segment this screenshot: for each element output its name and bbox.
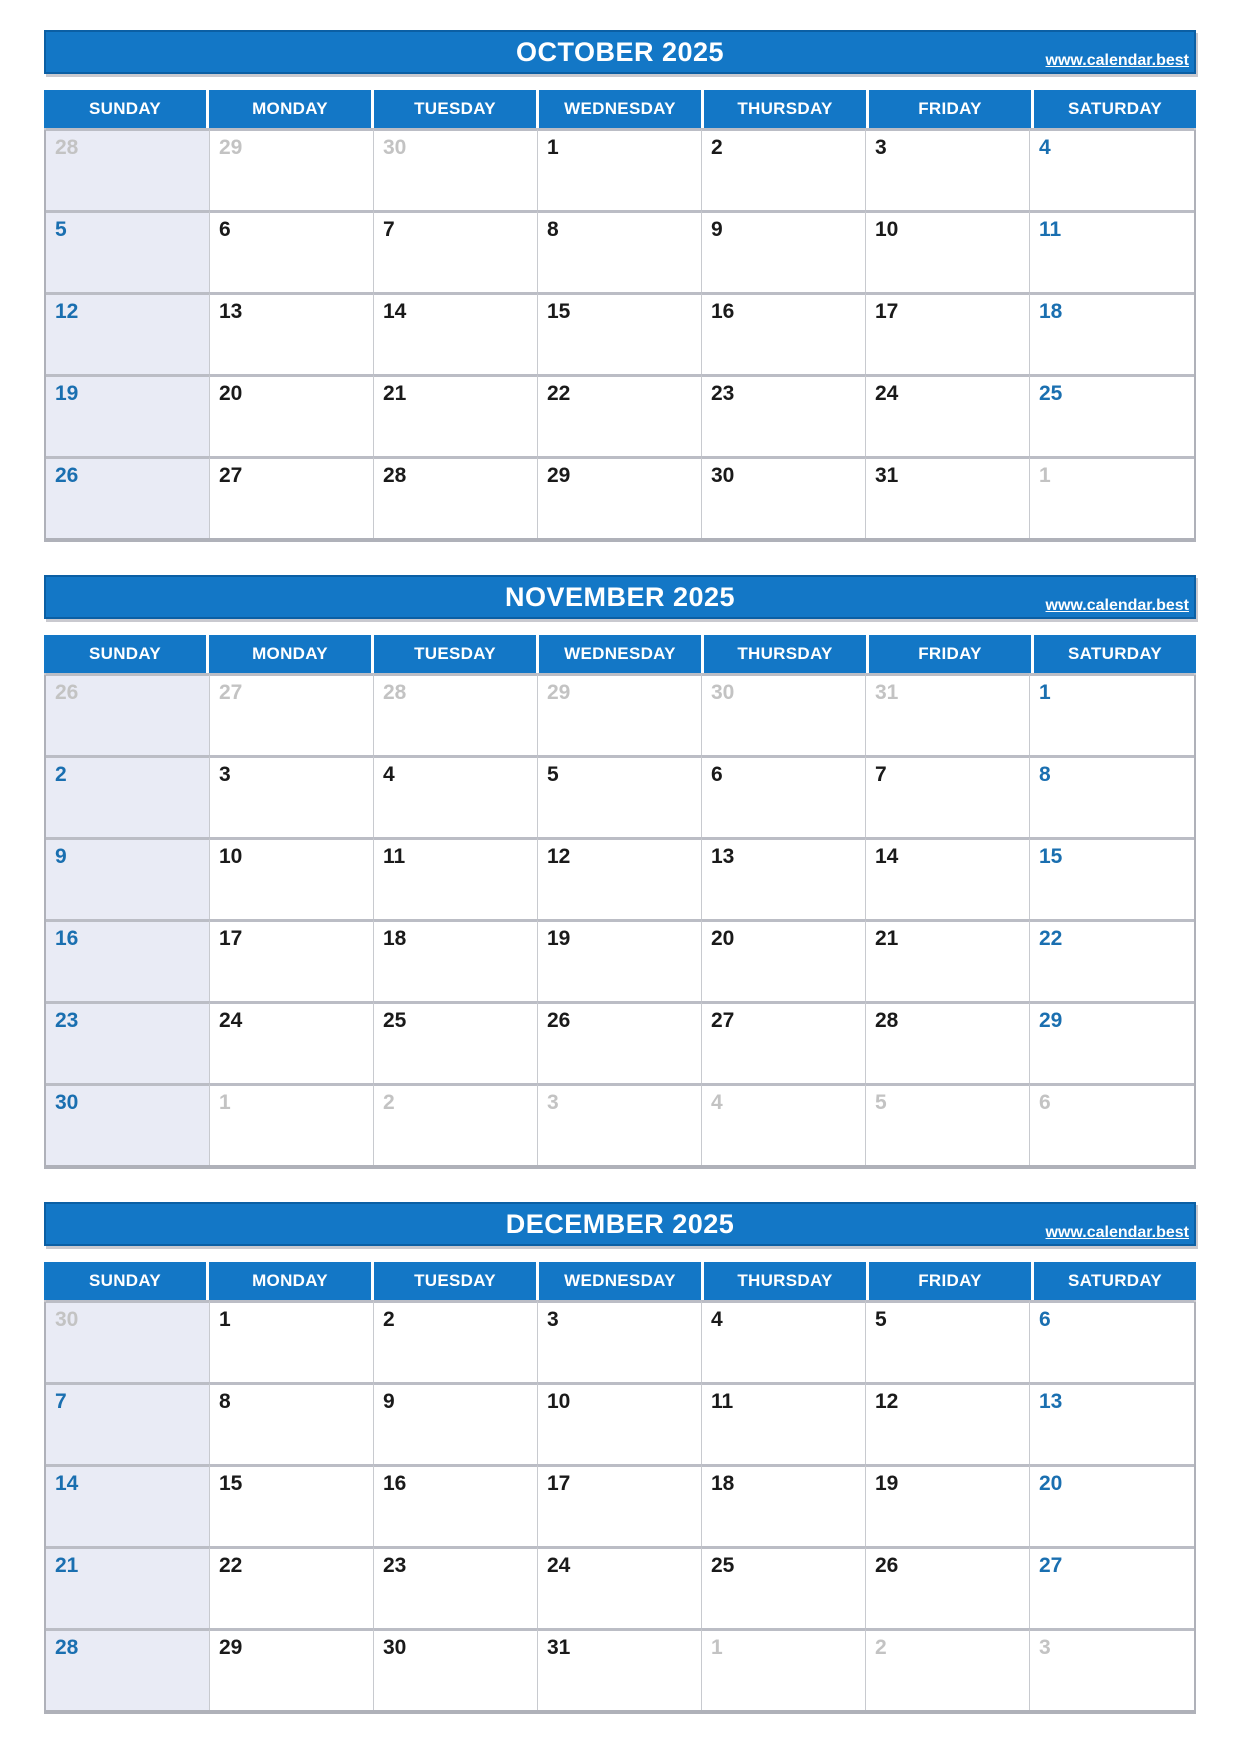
day-number: 1	[219, 1091, 231, 1114]
day-number: 16	[711, 300, 735, 323]
day-number: 3	[547, 1308, 559, 1331]
day-number: 4	[711, 1091, 723, 1114]
day-number: 3	[219, 763, 231, 786]
month-title-bar	[44, 30, 1196, 74]
day-cell	[1030, 1083, 1194, 1165]
day-number: 24	[875, 382, 899, 405]
day-cell	[46, 673, 210, 755]
day-number: 25	[711, 1554, 735, 1577]
day-number: 27	[219, 464, 243, 487]
day-cell	[702, 210, 866, 292]
day-number: 15	[547, 300, 571, 323]
day-number: 26	[55, 681, 79, 704]
day-number: 30	[383, 1636, 407, 1659]
day-number: 14	[383, 300, 407, 323]
day-cell	[374, 374, 538, 456]
day-number: 11	[711, 1390, 734, 1413]
day-number: 6	[1039, 1308, 1051, 1331]
day-number: 13	[219, 300, 243, 323]
day-cell	[702, 837, 866, 919]
day-number: 2	[875, 1636, 887, 1659]
month-section	[44, 30, 1196, 542]
weekday-header: TUESDAY	[374, 90, 536, 128]
weekday-header: FRIDAY	[869, 90, 1031, 128]
weekday-header: THURSDAY	[704, 1262, 866, 1300]
day-number: 17	[219, 927, 243, 950]
day-cell	[866, 1546, 1030, 1628]
day-cell	[210, 1382, 374, 1464]
weekday-header: WEDNESDAY	[539, 90, 701, 128]
day-number: 20	[1039, 1472, 1063, 1495]
day-number: 7	[875, 763, 887, 786]
day-cell	[46, 210, 210, 292]
day-cell	[374, 456, 538, 538]
day-cell	[46, 374, 210, 456]
day-number: 10	[547, 1390, 571, 1413]
weekday-header: FRIDAY	[869, 635, 1031, 673]
month-title: NOVEMBER 2025	[504, 581, 736, 612]
day-cell	[210, 919, 374, 1001]
day-cell	[538, 755, 702, 837]
day-number: 1	[547, 136, 559, 159]
day-cell	[702, 128, 866, 210]
day-cell	[210, 1464, 374, 1546]
day-number: 2	[383, 1091, 395, 1114]
day-number: 19	[875, 1472, 899, 1495]
day-number: 1	[1039, 681, 1051, 704]
day-number: 29	[1039, 1009, 1063, 1032]
day-number: 29	[547, 681, 571, 704]
day-number: 4	[711, 1308, 723, 1331]
day-cell	[1030, 456, 1194, 538]
day-cell	[46, 1546, 210, 1628]
day-number: 6	[1039, 1091, 1051, 1114]
day-number: 14	[55, 1472, 79, 1495]
day-cell	[866, 456, 1030, 538]
day-cell	[1030, 1300, 1194, 1382]
day-cell	[46, 1001, 210, 1083]
day-cell	[866, 1628, 1030, 1710]
day-cell	[866, 1382, 1030, 1464]
day-cell	[46, 292, 210, 374]
day-number: 3	[1039, 1636, 1051, 1659]
day-number: 15	[219, 1472, 243, 1495]
day-number: 5	[875, 1308, 887, 1331]
day-number: 12	[55, 300, 79, 323]
day-cell	[866, 128, 1030, 210]
day-number: 30	[711, 464, 735, 487]
day-number: 9	[711, 218, 723, 241]
day-cell	[210, 1628, 374, 1710]
day-number: 27	[219, 681, 243, 704]
day-number: 18	[711, 1472, 735, 1495]
day-number: 28	[383, 464, 407, 487]
weekday-header-row	[44, 1262, 1196, 1300]
day-cell	[46, 1382, 210, 1464]
day-cell	[210, 128, 374, 210]
day-number: 29	[219, 136, 243, 159]
day-number: 22	[1039, 927, 1063, 950]
day-number: 2	[383, 1308, 395, 1331]
day-number: 28	[55, 136, 79, 159]
day-number: 20	[711, 927, 735, 950]
day-number: 8	[219, 1390, 231, 1413]
weekday-header: SUNDAY	[44, 635, 206, 673]
day-cell	[702, 1382, 866, 1464]
day-cell	[374, 1300, 538, 1382]
day-number: 18	[383, 927, 407, 950]
day-number: 10	[219, 845, 243, 868]
day-cell	[374, 128, 538, 210]
day-cell	[538, 210, 702, 292]
day-cell	[1030, 1464, 1194, 1546]
day-cell	[374, 210, 538, 292]
day-number: 1	[1039, 464, 1051, 487]
day-cell	[374, 1001, 538, 1083]
day-cell	[538, 1001, 702, 1083]
day-number: 7	[55, 1390, 67, 1413]
weekday-header: FRIDAY	[869, 1262, 1031, 1300]
day-cell	[1030, 128, 1194, 210]
day-number: 9	[55, 845, 67, 868]
day-number: 24	[219, 1009, 243, 1032]
day-cell	[702, 1300, 866, 1382]
month-title-bar	[44, 575, 1196, 619]
day-number: 2	[55, 763, 67, 786]
day-number: 22	[547, 382, 571, 405]
day-number: 23	[383, 1554, 407, 1577]
day-cell	[1030, 755, 1194, 837]
day-number: 3	[875, 136, 887, 159]
day-cell	[46, 755, 210, 837]
day-number: 1	[219, 1308, 231, 1331]
day-number: 30	[55, 1091, 79, 1114]
day-cell	[374, 673, 538, 755]
day-cell	[702, 1546, 866, 1628]
day-number: 5	[55, 218, 67, 241]
day-number: 30	[711, 681, 735, 704]
day-cell	[46, 128, 210, 210]
day-cell	[866, 1001, 1030, 1083]
day-cell	[374, 1628, 538, 1710]
day-number: 11	[1039, 218, 1062, 241]
day-cell	[210, 374, 374, 456]
day-cell	[538, 673, 702, 755]
day-cell	[866, 292, 1030, 374]
day-cell	[1030, 919, 1194, 1001]
day-cell	[538, 456, 702, 538]
day-number: 26	[875, 1554, 899, 1577]
day-cell	[702, 1083, 866, 1165]
day-cell	[538, 1382, 702, 1464]
weekday-header: TUESDAY	[374, 635, 536, 673]
day-number: 3	[547, 1091, 559, 1114]
day-number: 29	[547, 464, 571, 487]
day-number: 24	[547, 1554, 571, 1577]
month-section	[44, 1202, 1196, 1714]
day-cell	[538, 128, 702, 210]
calendar-page	[44, 0, 1196, 1714]
day-number: 8	[547, 218, 559, 241]
day-cell	[46, 1464, 210, 1546]
day-cell	[538, 1300, 702, 1382]
day-number: 19	[547, 927, 571, 950]
day-cell	[1030, 292, 1194, 374]
day-number: 12	[875, 1390, 899, 1413]
day-cell	[866, 210, 1030, 292]
day-number: 4	[383, 763, 395, 786]
day-number: 31	[875, 681, 899, 704]
weekday-header: THURSDAY	[704, 90, 866, 128]
day-number: 16	[383, 1472, 407, 1495]
day-number: 2	[711, 136, 723, 159]
day-cell	[210, 1300, 374, 1382]
day-cell	[866, 919, 1030, 1001]
day-number: 6	[219, 218, 231, 241]
day-number: 4	[1039, 136, 1051, 159]
day-cell	[1030, 1628, 1194, 1710]
day-number: 21	[383, 382, 407, 405]
day-number: 27	[1039, 1554, 1063, 1577]
day-number: 14	[875, 845, 899, 868]
day-number: 5	[547, 763, 559, 786]
weekday-header: MONDAY	[209, 90, 371, 128]
day-cell	[1030, 837, 1194, 919]
day-cell	[374, 1546, 538, 1628]
day-number: 28	[875, 1009, 899, 1032]
day-cell	[538, 1464, 702, 1546]
day-cell	[702, 673, 866, 755]
day-number: 8	[1039, 763, 1051, 786]
day-cell	[46, 456, 210, 538]
day-number: 6	[711, 763, 723, 786]
day-cell	[210, 837, 374, 919]
day-cell	[866, 837, 1030, 919]
website-link[interactable]: www.calendar.best	[1045, 597, 1189, 614]
day-cell	[538, 374, 702, 456]
day-cell	[210, 456, 374, 538]
day-cell	[374, 837, 538, 919]
website-link[interactable]: www.calendar.best	[1045, 1224, 1189, 1241]
day-cell	[46, 1083, 210, 1165]
day-cell	[702, 1464, 866, 1546]
day-cell	[538, 1628, 702, 1710]
month-title: DECEMBER 2025	[505, 1208, 735, 1239]
day-number: 20	[219, 382, 243, 405]
day-cell	[866, 1083, 1030, 1165]
weekday-header: THURSDAY	[704, 635, 866, 673]
day-number: 25	[383, 1009, 407, 1032]
day-number: 26	[55, 464, 79, 487]
day-cell	[866, 673, 1030, 755]
day-cell	[374, 292, 538, 374]
day-number: 11	[383, 845, 406, 868]
day-cell	[1030, 1001, 1194, 1083]
day-cell	[374, 1083, 538, 1165]
day-cell	[1030, 673, 1194, 755]
weekday-header: TUESDAY	[374, 1262, 536, 1300]
weekday-header: SATURDAY	[1034, 1262, 1196, 1300]
day-number: 23	[711, 382, 735, 405]
weekday-header: MONDAY	[209, 1262, 371, 1300]
day-cell	[46, 1300, 210, 1382]
month-grid	[44, 1300, 1196, 1714]
day-cell	[702, 755, 866, 837]
weekday-header-row	[44, 635, 1196, 673]
day-cell	[866, 755, 1030, 837]
month-section	[44, 575, 1196, 1169]
day-cell	[46, 837, 210, 919]
day-number: 19	[55, 382, 79, 405]
day-cell	[702, 292, 866, 374]
day-cell	[702, 456, 866, 538]
day-cell	[702, 1628, 866, 1710]
day-number: 17	[547, 1472, 571, 1495]
day-cell	[374, 919, 538, 1001]
day-cell	[210, 292, 374, 374]
day-number: 28	[55, 1636, 79, 1659]
day-number: 13	[711, 845, 735, 868]
day-cell	[1030, 210, 1194, 292]
day-cell	[46, 919, 210, 1001]
day-cell	[538, 919, 702, 1001]
day-number: 12	[547, 845, 571, 868]
day-number: 23	[55, 1009, 79, 1032]
day-cell	[538, 1083, 702, 1165]
month-grid	[44, 128, 1196, 542]
day-cell	[538, 1546, 702, 1628]
day-number: 13	[1039, 1390, 1063, 1413]
day-cell	[374, 755, 538, 837]
day-number: 15	[1039, 845, 1063, 868]
weekday-header: SUNDAY	[44, 90, 206, 128]
weekday-header: WEDNESDAY	[539, 635, 701, 673]
month-grid	[44, 673, 1196, 1169]
day-number: 7	[383, 218, 395, 241]
day-number: 31	[875, 464, 899, 487]
day-number: 21	[55, 1554, 79, 1577]
day-cell	[374, 1464, 538, 1546]
day-number: 25	[1039, 382, 1063, 405]
day-number: 9	[383, 1390, 395, 1413]
day-cell	[210, 755, 374, 837]
weekday-header: WEDNESDAY	[539, 1262, 701, 1300]
day-number: 17	[875, 300, 899, 323]
day-number: 31	[547, 1636, 571, 1659]
weekday-header: MONDAY	[209, 635, 371, 673]
day-number: 30	[55, 1308, 79, 1331]
day-number: 5	[875, 1091, 887, 1114]
day-cell	[1030, 1382, 1194, 1464]
day-cell	[210, 1001, 374, 1083]
month-title: OCTOBER 2025	[515, 36, 725, 67]
day-number: 21	[875, 927, 899, 950]
day-number: 16	[55, 927, 79, 950]
weekday-header: SATURDAY	[1034, 635, 1196, 673]
day-cell	[1030, 374, 1194, 456]
day-cell	[702, 1001, 866, 1083]
day-cell	[374, 1382, 538, 1464]
day-number: 26	[547, 1009, 571, 1032]
day-cell	[866, 1464, 1030, 1546]
day-cell	[538, 837, 702, 919]
day-cell	[866, 1300, 1030, 1382]
day-cell	[866, 374, 1030, 456]
weekday-header: SUNDAY	[44, 1262, 206, 1300]
day-cell	[210, 210, 374, 292]
day-number: 1	[711, 1636, 723, 1659]
day-cell	[210, 673, 374, 755]
day-cell	[210, 1546, 374, 1628]
website-link[interactable]: www.calendar.best	[1045, 52, 1189, 69]
day-cell	[1030, 1546, 1194, 1628]
day-cell	[210, 1083, 374, 1165]
day-cell	[702, 374, 866, 456]
day-number: 29	[219, 1636, 243, 1659]
day-cell	[46, 1628, 210, 1710]
day-cell	[702, 919, 866, 1001]
day-number: 27	[711, 1009, 735, 1032]
weekday-header: SATURDAY	[1034, 90, 1196, 128]
month-title-bar	[44, 1202, 1196, 1246]
day-number: 18	[1039, 300, 1063, 323]
day-number: 22	[219, 1554, 243, 1577]
day-number: 28	[383, 681, 407, 704]
day-cell	[538, 292, 702, 374]
day-number: 30	[383, 136, 407, 159]
weekday-header-row	[44, 90, 1196, 128]
day-number: 10	[875, 218, 899, 241]
